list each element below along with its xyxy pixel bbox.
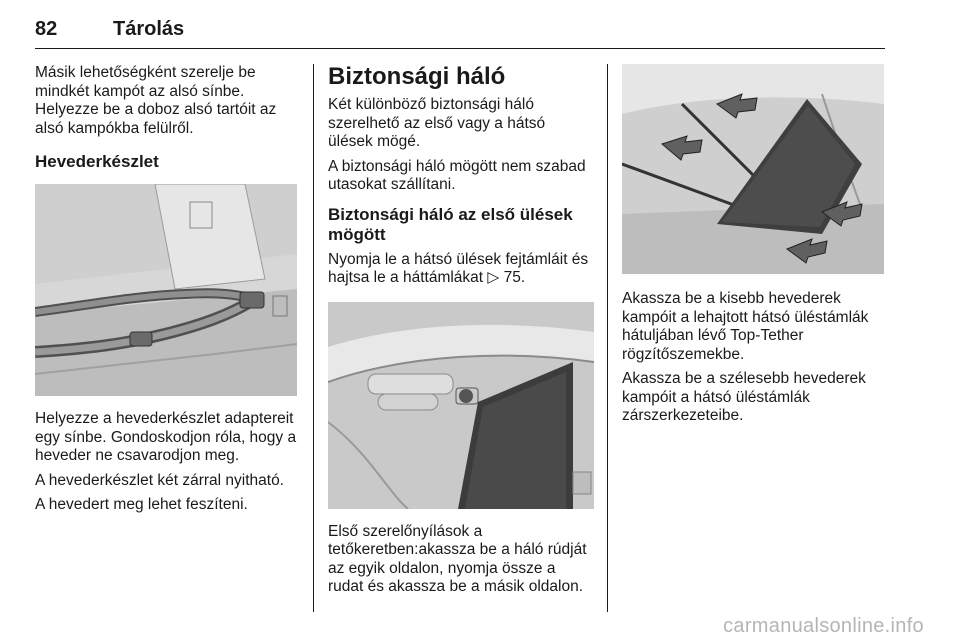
strap-kit-paragraph-3: A hevedert meg lehet feszíteni. [35,496,248,513]
page-number: 82 [35,18,58,40]
page-header [35,6,885,46]
page-reference[interactable]: 75. [503,269,526,286]
column-1 [35,64,299,521]
strap-kit-illustration [35,184,297,396]
column-3 [622,64,887,432]
page-reference-icon: ▷ [487,269,500,286]
strap-kit-paragraph-1: Helyezze a hevederkészlet adaptereit egy sínbe. Gondoskodjon róla, hogy a heveder ne csavarodjon meg. [35,410,297,464]
column-2 [328,64,594,603]
safety-net-paragraph-3 [328,251,594,288]
intro-paragraph: Másik lehetőségként szerelje be mindkét kampót az alsó sínbe. Helyezze be a doboz alsó tartóit az alsó kampókba felülről. [35,64,277,137]
header-divider [35,48,885,49]
watermark: carmanualsonline.info [723,615,924,637]
roof-mounting-illustration [328,302,594,509]
fold-seats-text: Nyomja le a hátsó ülések fejtámláit és hajtsa le a háttámlákat [328,250,589,286]
net-hooks-paragraph-1: Akassza be a kisebb hevederek kampóit a lehajtott hátsó üléstámlák hátuljában lévő Top-Tether rögzítőszemekbe. [622,290,869,363]
subheading-net-behind-front-seats: Biztonsági háló az első ülések mögött [328,204,573,244]
column-divider-1 [313,64,314,612]
section-heading-strap-kit: Hevederkészlet [35,152,159,171]
section-heading-safety-net: Biztonsági háló [328,63,506,90]
net-hooks-paragraph-2: Akassza be a szélesebb hevederek kampóit a hátsó üléstámlák zárszerkezeteibe. [622,370,866,424]
chapter-title: Tárolás [113,18,185,40]
strap-kit-paragraph-2: A hevederkészlet két zárral nyitható. [35,471,284,489]
safety-net-paragraph-2: A biztonsági háló mögött nem szabad utasokat szállítani. [328,157,586,193]
safety-net-paragraph-4: Első szerelőnyílások a tetőkeretben:akassza be a háló rúdját az egyik oldalon, nyomja össze a rudat és akassza be a másik oldalon. [328,522,587,595]
safety-net-installation-illustration [622,64,884,274]
safety-net-paragraph-1: Két különböző biztonsági háló szerelhető az első vagy a hátsó ülések mögé. [328,96,546,150]
column-divider-2 [607,64,608,612]
